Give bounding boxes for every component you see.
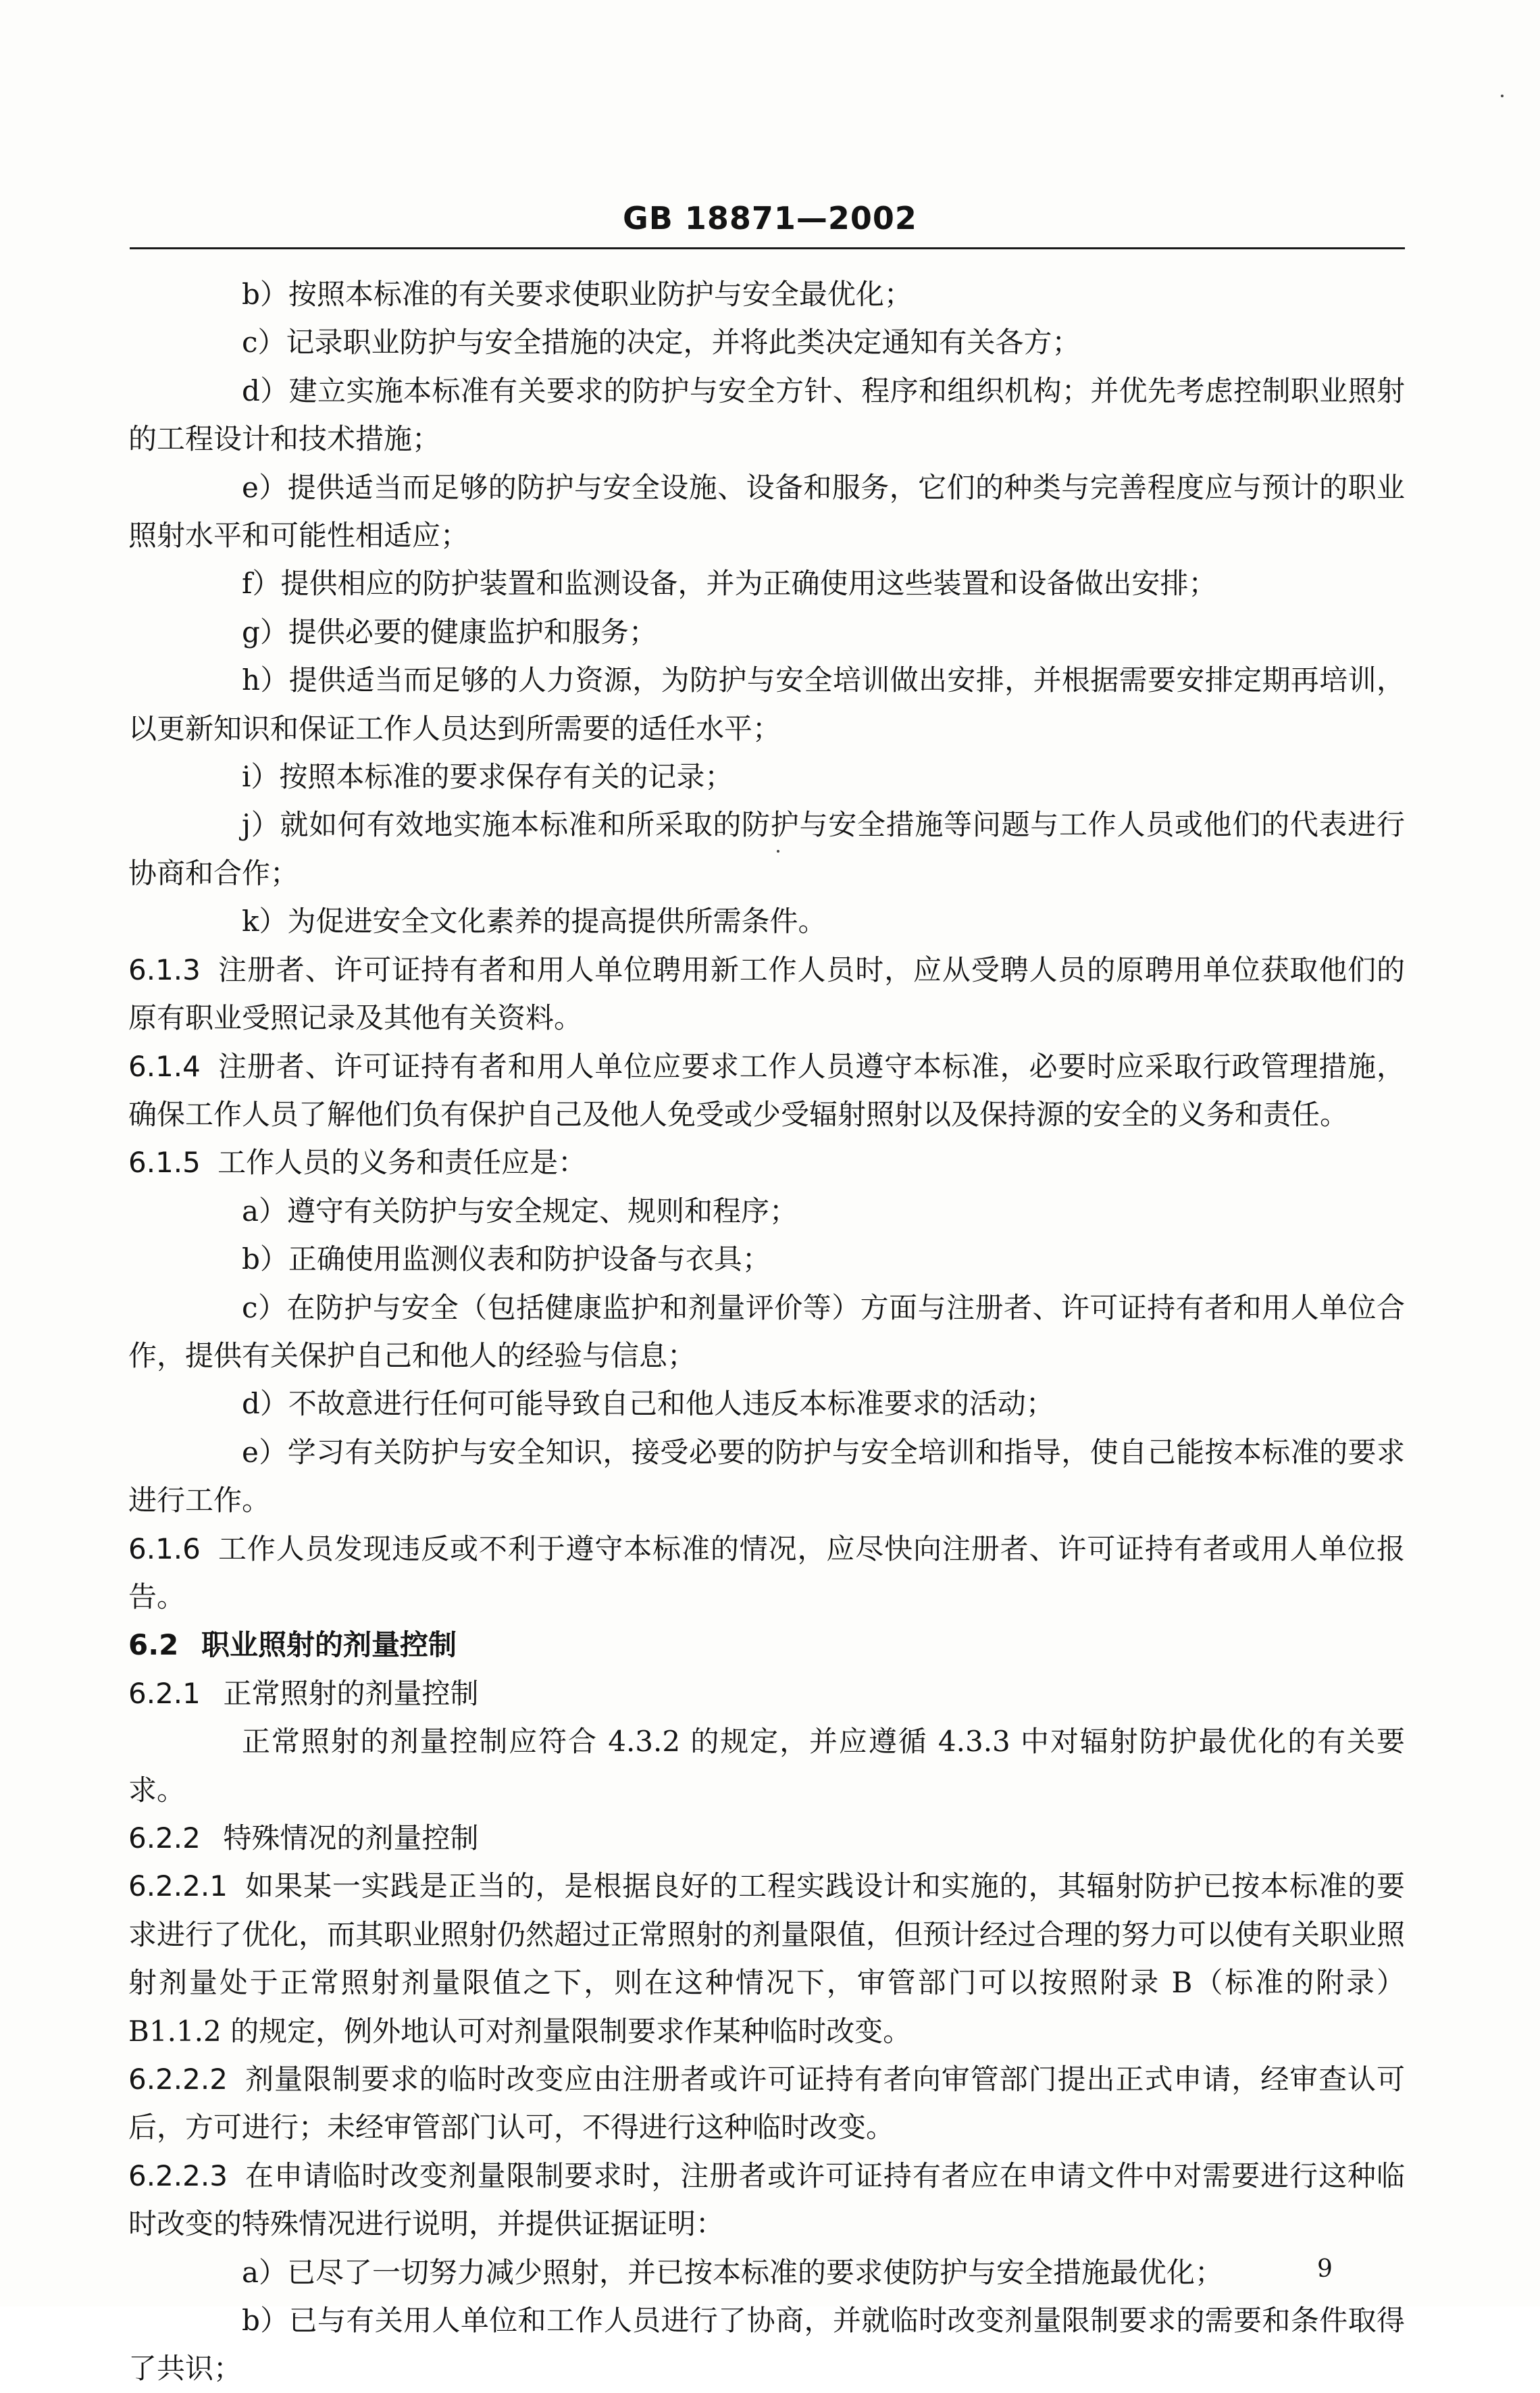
list-item-h: h）提供适当而足够的人力资源，为防护与安全培训做出安排，并根据需要安排定期再培训，以更新知识和保证工作人员达到所需要的适任水平； [128, 663, 1405, 745]
list-item-g: g）提供必要的健康监护和服务； [242, 615, 657, 649]
list-item-j: j）就如何有效地实施本标准和所采取的防护与安全措施等问题与工作人员或他们的代表进行协商和合作； [128, 808, 1405, 890]
clause-text: 注册者、许可证持有者和用人单位应要求工作人员遵守本标准，必要时应采取行政管理措施，确保工作人员了解他们负有保护自己及他人免受或少受辐射照射以及保持源的安全的义务和责任。 [128, 1049, 1405, 1131]
clause-number: 6.1.5 [128, 1146, 201, 1180]
clause-text: 如果某一实践是正当的，是根据良好的工程实践设计和实施的，其辐射防护已按本标准的要求进行了优化，而其职业照射仍然超过正常照射的剂量限值，但预计经过合理的努力可以使有关职业照射剂量处于正常照射剂量限值之下，则在这种情况下，审管部门可以按照附录 B（标准的附录）B1.1.2 的规定，例外地认可对剂量限制要求作某种临时改变。 [128, 1869, 1406, 2048]
clause-6-2-2-3 [128, 2152, 1405, 2248]
clause-6-1-6 [128, 1525, 1405, 1621]
list-item-i: i）按照本标准的要求保存有关的记录； [242, 760, 734, 794]
document-body [128, 270, 1405, 2393]
clause-text: 注册者、许可证持有者和用人单位聘用新工作人员时，应从受聘人员的原聘用单位获取他们的原有职业受照记录及其他有关资料。 [128, 953, 1405, 1035]
clause-text: 工作人员的义务和责任应是： [217, 1146, 587, 1180]
section-6-2-1-text: 正常照射的剂量控制应符合 4.3.2 的规定，并应遵循 4.3.3 中对辐射防护最优化的有关要求。 [128, 1725, 1405, 1807]
section-number: 6.2.1 [128, 1676, 201, 1710]
list-item-f: f）提供相应的防护装置和监测设备，并为正确使用这些装置和设备做出安排； [242, 567, 1217, 601]
scan-speck [777, 850, 779, 853]
clause-text: 工作人员发现违反或不利于遵守本标准的情况，应尽快向注册者、许可证持有者或用人单位报告。 [128, 1532, 1405, 1613]
clause-6-2-2-2 [128, 2055, 1405, 2152]
list-item-b: b）按照本标准的有关要求使职业防护与安全最优化； [242, 278, 913, 311]
evidence-item-b: b）已与有关用人单位和工作人员进行了协商，并就临时改变剂量限制要求的需要和条件取得了共识； [128, 2304, 1405, 2386]
duty-item-b: b）正确使用监测仪表和防护设备与衣具； [242, 1242, 771, 1276]
section-number: 6.2.2 [128, 1821, 201, 1855]
clause-6-1-5 [128, 1138, 1405, 1186]
clause-number: 6.1.6 [128, 1532, 201, 1565]
list-item-k: k）为促进安全文化素养的提高提供所需条件。 [242, 905, 827, 938]
clause-6-1-4 [128, 1042, 1405, 1139]
list-item-c: c）记录职业防护与安全措施的决定，并将此类决定通知有关各方； [242, 326, 1081, 359]
scan-speck [1501, 95, 1504, 97]
section-heading-6-2-1 [128, 1669, 1405, 1717]
clause-number: 6.1.3 [128, 953, 201, 986]
list-item-e: e）提供适当而足够的防护与安全设施、设备和服务，它们的种类与完善程度应与预计的职业照射水平和可能性相适应； [128, 470, 1405, 553]
list-item-d: d）建立实施本标准有关要求的防护与安全方针、程序和组织机构；并优先考虑控制职业照射的工程设计和技术措施； [128, 374, 1405, 456]
duty-item-e: e）学习有关防护与安全知识，接受必要的防护与安全培训和指导，使自己能按本标准的要求进行工作。 [128, 1435, 1405, 1517]
clause-number: 6.2.2.1 [128, 1869, 228, 1903]
duty-item-c: c）在防护与安全（包括健康监护和剂量评价等）方面与注册者、许可证持有者和用人单位合作，提供有关保护自己和他人的经验与信息； [128, 1290, 1405, 1372]
section-title: 职业照射的剂量控制 [201, 1628, 457, 1662]
section-title: 正常照射的剂量控制 [223, 1676, 479, 1710]
clause-text: 在申请临时改变剂量限制要求时，注册者或许可证持有者应在申请文件中对需要进行这种临时改变的特殊情况进行说明，并提供证据证明： [128, 2159, 1405, 2241]
clause-number: 6.2.2.3 [128, 2159, 228, 2192]
clause-6-1-3 [128, 946, 1405, 1042]
clause-number: 6.2.2.2 [128, 2063, 228, 2096]
page-number: 9 [1317, 2255, 1333, 2283]
section-heading-6-2 [128, 1621, 1405, 1669]
clause-text: 剂量限制要求的临时改变应由注册者或许可证持有者向审管部门提出正式申请，经审查认可后，方可进行；未经审管部门认可，不得进行这种临时改变。 [128, 2063, 1405, 2144]
evidence-item-a: a）已尽了一切努力减少照射，并已按本标准的要求使防护与安全措施最优化； [242, 2255, 1224, 2289]
clause-number: 6.1.4 [128, 1049, 201, 1083]
standard-code-header: GB 18871—2002 [623, 200, 917, 236]
section-heading-6-2-2 [128, 1814, 1405, 1862]
section-title: 特殊情况的剂量控制 [223, 1821, 479, 1855]
section-number: 6.2 [128, 1628, 179, 1662]
duty-item-d: d）不故意进行任何可能导致自己和他人违反本标准要求的活动； [242, 1387, 1054, 1421]
duty-item-a: a）遵守有关防护与安全规定、规则和程序； [242, 1194, 798, 1228]
clause-6-2-2-1 [128, 1862, 1405, 2055]
header-divider [130, 247, 1405, 249]
